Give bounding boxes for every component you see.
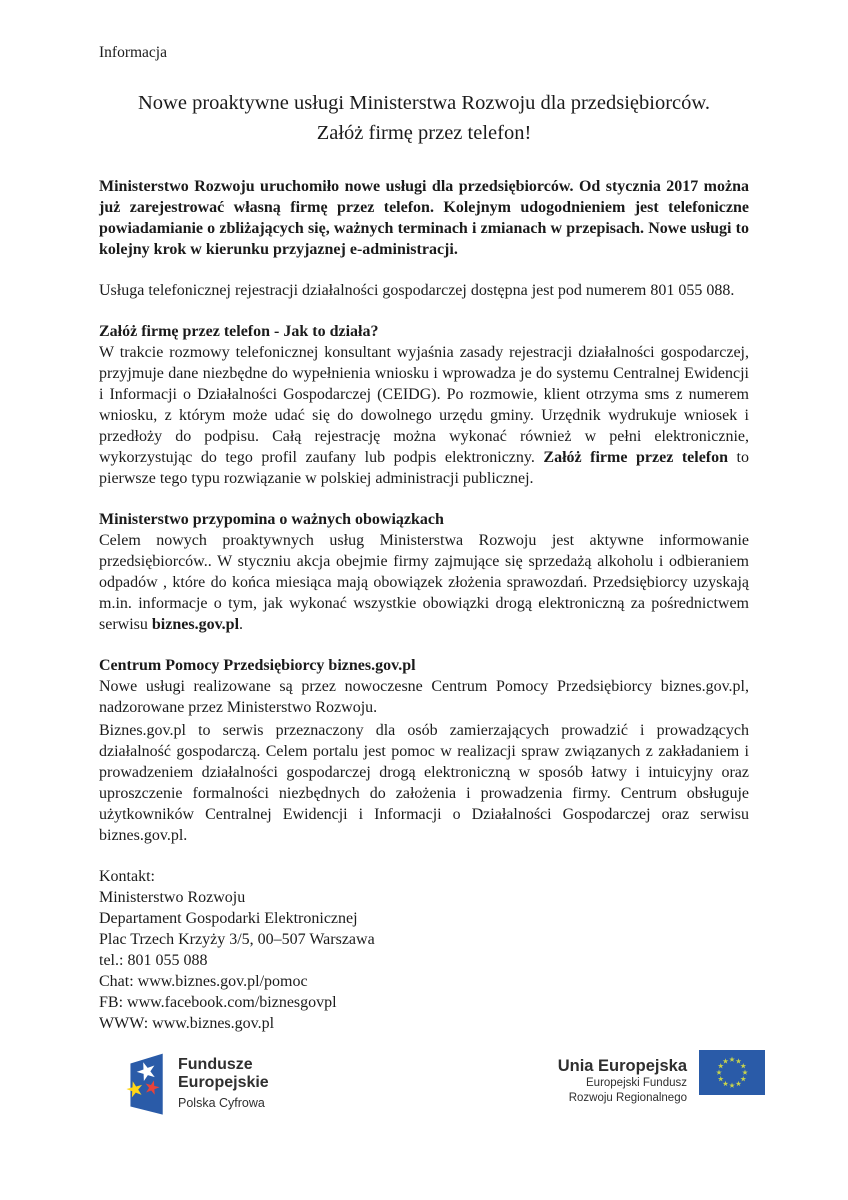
fe-flag-icon <box>117 1050 169 1120</box>
contact-org: Ministerstwo Rozwoju <box>99 889 246 906</box>
contact-chat: Chat: www.biznes.gov.pl/pomoc <box>99 973 308 990</box>
eu-logo-subtitle-1: Europejski Fundusz <box>586 1077 687 1089</box>
section-heading: Załóż firmę przez telefon - Jak to działa? <box>99 323 379 340</box>
footer-logos <box>99 1050 765 1120</box>
fe-logo-text <box>178 1050 269 1111</box>
section-how-it-works <box>99 321 749 489</box>
contact-department: Departament Gospodarki Elektronicznej <box>99 910 358 927</box>
intro-paragraph: Usługa telefonicznej rejestracji działalności gospodarczej dostępna jest pod numerem 801 055 088. <box>99 282 735 299</box>
document-title <box>99 88 749 148</box>
eu-logo-subtitle-2: Rozwoju Regionalnego <box>568 1091 687 1104</box>
contact-address: Plac Trzech Krzyży 3/5, 00–507 Warszawa <box>99 931 375 948</box>
contact-www: WWW: www.biznes.gov.pl <box>99 1015 275 1032</box>
contact-label: Kontakt: <box>99 868 155 885</box>
unia-europejska-logo <box>558 1050 765 1105</box>
eu-flag-icon <box>699 1050 765 1095</box>
section-heading: Ministerstwo przypomina o ważnych obowiązkach <box>99 511 444 528</box>
section-body: Celem nowych proaktywnych usług Ministerstwa Rozwoju jest aktywne informowanie przedsiębiorców.. W styczniu akcja obejmie firmy zajmujące się sprzedażą alkoholu i odbieraniem odpadów , które do końca miesiąca mają obowiązek złożenia sprawozdań. Przedsiębiorcy uzyskają m.in. informacje o tym, jak wykonać wszystkie obowiązki drogą elektroniczną za pośrednictwem serwisu biznes.gov.pl. <box>99 532 749 633</box>
eu-logo-title: Unia Europejska <box>557 1057 687 1075</box>
document-body <box>99 176 749 1120</box>
section-help-center <box>99 655 749 846</box>
doc-type-label: Informacja <box>99 44 167 61</box>
title-line-2: Załóż firmę przez telefon! <box>316 122 532 144</box>
contact-phone: tel.: 801 055 088 <box>99 952 208 969</box>
title-line-1: Nowe proaktywne usługi Ministerstwa Rozwoju dla przedsiębiorców. <box>138 92 710 114</box>
section-paragraph: Biznes.gov.pl to serwis przeznaczony dla osób zamierzających prowadzić i prowadzących działalność gospodarczą. Celem portalu jest pomoc w realizacji spraw związanych z zakładaniem i prowadzeniem działalności gospodarczej drogą elektroniczną w sposób łatwy i intuicyjny oraz uproszczenie formalności niezbędnych do założenia i prowadzenia firmy. Centrum obsługuje użytkowników Centralnej Ewidencji i Informacji o Działalności Gospodarczej oraz serwisu biznes.gov.pl. <box>99 722 749 844</box>
section-obligations <box>99 509 749 635</box>
fe-logo-subtitle: Polska Cyfrowa <box>178 1096 265 1110</box>
fe-logo-title: Fundusze Europejskie <box>178 1056 269 1091</box>
section-paragraph: Nowe usługi realizowane są przez nowoczesne Centrum Pomocy Przedsiębiorcy biznes.gov.pl, nadzorowane przez Ministerstwo Rozwoju. <box>99 678 749 716</box>
lead-paragraph: Ministerstwo Rozwoju uruchomiło nowe usługi dla przedsiębiorców. Od stycznia 2017 można już zarejestrować własną firmę przez telefon. Kolejnym udogodnieniem jest telefoniczne powiadamianie o zbliżających się, ważnych terminach i zmianach w przepisach. Nowe usługi to kolejny krok w kierunku przyjaznej e-administracji. <box>99 178 749 258</box>
eu-logo-text <box>558 1050 687 1105</box>
section-body: W trakcie rozmowy telefonicznej konsultant wyjaśnia zasady rejestracji działalności gospodarczej, przyjmuje dane niezbędne do wypełnienia wniosku i wprowadza je do systemu Centralnej Ewidencji i Informacji o Działalności Gospodarczej (CEIDG). Po rozmowie, klient otrzyma sms z numerem wniosku, z którym może udać się do dowolnego urzędu gminy. Urzędnik wydrukuje wniosek i przedłoży do podpisu. Całą rejestrację można wykonać również w pełni elektronicznie, wykorzystując do tego profil zaufany lub podpis elektroniczny. Załóż firme przez telefon to pierwsze tego typu rozwiązanie w polskiej administracji publicznej. <box>99 344 750 487</box>
contact-block <box>99 866 749 1034</box>
section-heading: Centrum Pomocy Przedsiębiorcy biznes.gov.pl <box>99 657 416 674</box>
fundusze-europejskie-logo <box>117 1050 269 1120</box>
contact-facebook: FB: www.facebook.com/biznesgovpl <box>99 994 337 1011</box>
